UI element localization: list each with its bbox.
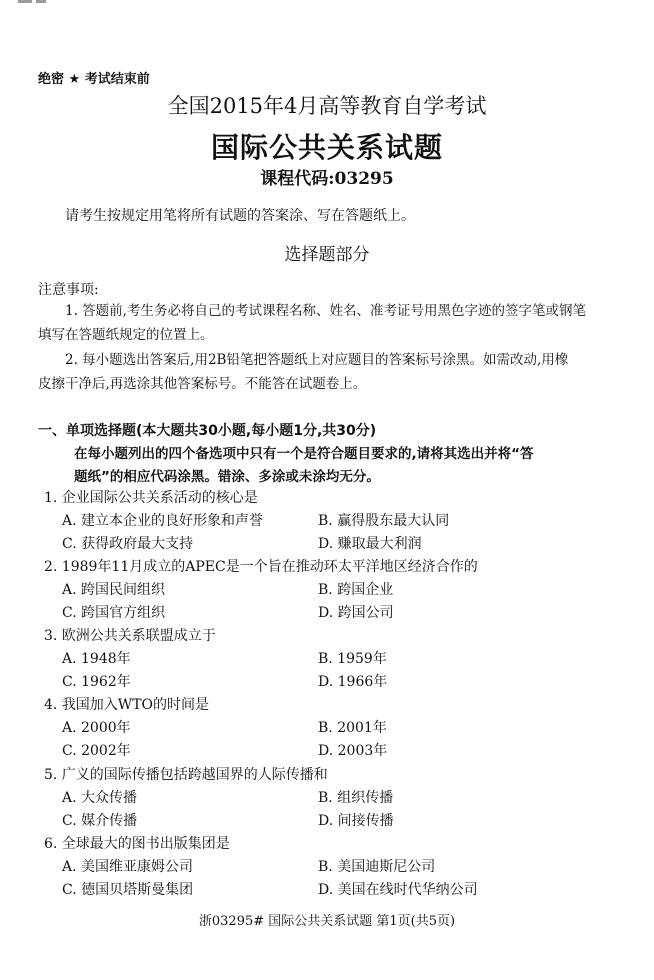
option-a: A. 美国维亚康姆公司 [62, 859, 194, 875]
exam-title: 全国2015年4月高等教育自学考试 [167, 94, 487, 118]
option-b: B. 2001年 [318, 720, 387, 736]
question-stem: 2. 1989年11月成立的APEC是一个旨在推动环太平洋地区经济合作的 [44, 559, 478, 575]
option-b: B. 赢得股东最大认同 [318, 513, 450, 529]
option-d: D. 2003年 [318, 743, 388, 759]
question-stem: 6. 全球最大的图书出版集团是 [44, 836, 230, 852]
option-a: A. 跨国民间组织 [62, 582, 166, 598]
option-d: D. 间接传播 [318, 813, 394, 829]
option-c: C. 1962年 [62, 674, 131, 690]
part-description-cont: 题纸”的相应代码涂黑。错涂、多涂或未涂均无分。 [74, 469, 380, 485]
option-d: D. 赚取最大利润 [318, 536, 422, 552]
option-a: A. 建立本企业的良好形象和声誉 [62, 513, 264, 529]
notice-label: 注意事项: [38, 282, 99, 298]
notice-item-2: 2. 每小题选出答案后,用2B铅笔把答题纸上对应题目的答案标号涂黑。如需改动,用橡 [65, 352, 569, 368]
scan-mark [18, 0, 32, 3]
option-b: B. 1959年 [318, 651, 387, 667]
option-a: A. 大众传播 [62, 790, 138, 806]
option-d: D. 美国在线时代华纳公司 [318, 882, 478, 898]
subject-title: 国际公共关系试题 [210, 131, 443, 164]
part-title: 一、单项选择题(本大题共30小题,每小题1分,共30分) [38, 423, 377, 439]
option-c: C. 2002年 [62, 743, 131, 759]
option-c: C. 媒介传播 [62, 813, 138, 829]
option-c: C. 德国贝塔斯曼集团 [62, 882, 194, 898]
course-code: 课程代码:03295 [260, 169, 394, 189]
option-a: A. 1948年 [62, 651, 131, 667]
section-heading: 选择题部分 [284, 245, 370, 265]
option-d: D. 1966年 [318, 674, 388, 690]
question-stem: 5. 广义的国际传播包括跨越国界的人际传播和 [44, 767, 328, 783]
answer-instruction: 请考生按规定用笔将所有试题的答案涂、写在答题纸上。 [65, 208, 415, 224]
option-b: B. 跨国企业 [318, 582, 394, 598]
notice-item-1: 1. 答题前,考生务必将自己的考试课程名称、姓名、准考证号用黑色字迹的签字笔或钢笔 [65, 303, 586, 319]
scan-mark [36, 0, 46, 3]
option-a: A. 2000年 [62, 720, 131, 736]
question-stem: 4. 我国加入WTO的时间是 [44, 697, 210, 713]
notice-item-2-cont: 皮擦干净后,再选涂其他答案标号。不能答在试题卷上。 [38, 376, 367, 392]
option-c: C. 获得政府最大支持 [62, 536, 194, 552]
option-d: D. 跨国公司 [318, 605, 394, 621]
confidential-label: 绝密 ★ 考试结束前 [38, 72, 150, 87]
part-description: 在每小题列出的四个备选项中只有一个是符合题目要求的,请将其选出并将“答 [74, 446, 534, 462]
option-b: B. 组织传播 [318, 790, 394, 806]
question-stem: 1. 企业国际公共关系活动的核心是 [44, 490, 258, 506]
option-b: B. 美国迪斯尼公司 [318, 859, 436, 875]
notice-item-1-cont: 填写在答题纸规定的位置上。 [38, 327, 214, 343]
page-footer: 浙03295# 国际公共关系试题 第1页(共5页) [198, 914, 456, 929]
question-stem: 3. 欧洲公共关系联盟成立于 [44, 628, 216, 644]
option-c: C. 跨国官方组织 [62, 605, 166, 621]
